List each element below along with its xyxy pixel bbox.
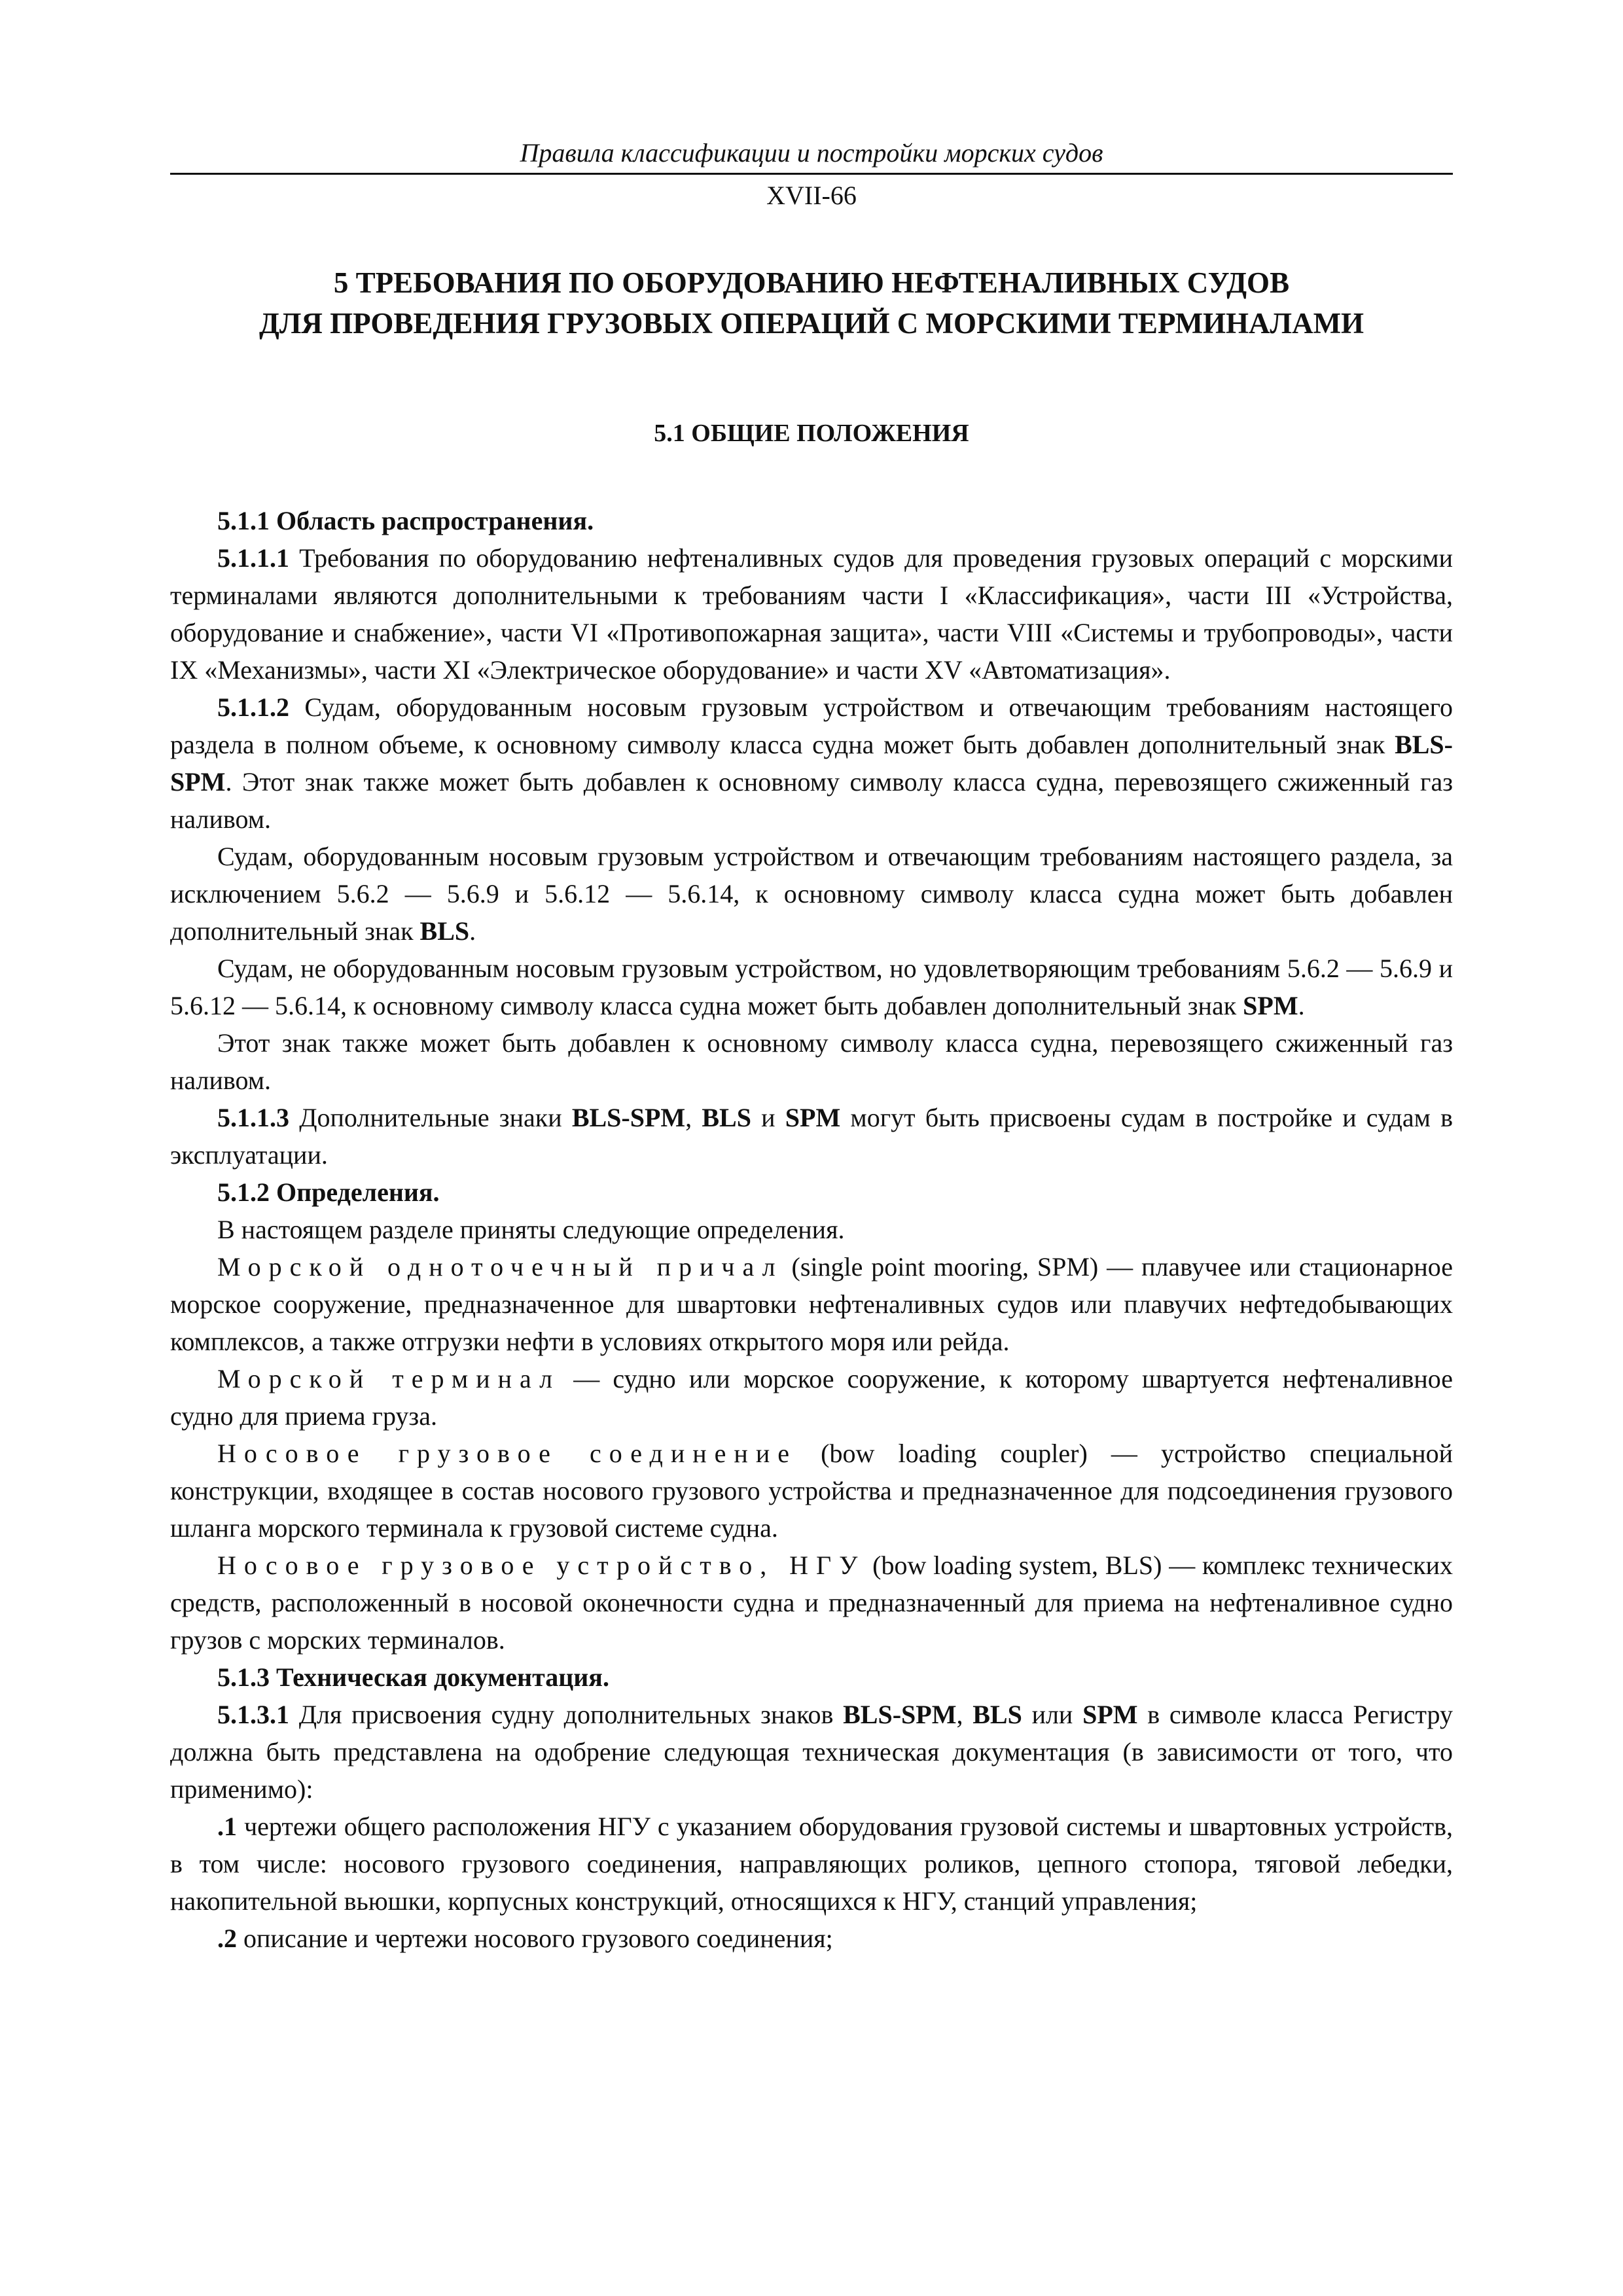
definition-spm xyxy=(170,1248,1453,1360)
chapter-title-line-2: ДЛЯ ПРОВЕДЕНИЯ ГРУЗОВЫХ ОПЕРАЦИЙ С МОРСКИМИ ТЕРМИНАЛАМИ xyxy=(259,307,1364,340)
paragraph-5-1-1-3 xyxy=(170,1099,1453,1174)
list-item-number: .2 xyxy=(217,1924,237,1953)
subsection-heading-5-1-3: 5.1.3 Техническая документация. xyxy=(217,1662,609,1692)
clause-number: 5.1.1.2 xyxy=(217,692,289,722)
defined-term: Носовое грузовое соединение xyxy=(217,1439,797,1468)
paragraph-text: Судам, оборудованным носовым грузовым устройством и отвечающим требованиям настоящего раздела в полном объеме, к основному символу класса судна может быть добавлен дополнительный знак xyxy=(170,692,1453,759)
paragraph-5-1-3-1 xyxy=(170,1696,1453,1808)
defined-term: Носовое грузовое устройство, НГУ xyxy=(217,1551,866,1580)
paragraph-text: Судам, не оборудованным носовым грузовым устройством, но удовлетворяющим требованиям 5.6.2 — 5.6.9 и 5.6.12 — 5.6.14, к основному символу класса судна может быть добавлен дополнительный знак xyxy=(170,954,1453,1020)
list-item-2 xyxy=(170,1920,1453,1957)
paragraph-text: и xyxy=(751,1103,785,1132)
class-sign-bls-spm: BLS-SPM xyxy=(843,1700,957,1729)
paragraph-text: . xyxy=(1298,991,1305,1020)
definition-text: (bow loading system, BLS) — комплекс технических средств, расположенный в носовой оконечности судна и предназначенный для приема на нефтеналивное судно грузов с морских терминалов. xyxy=(170,1551,1453,1655)
definition-text: (bow loading coupler) — устройство специальной конструкции, входящее в состав носового грузового устройства и предназначенное для подсоединения грузового шланга морского терминала к грузовой системе судна. xyxy=(170,1439,1453,1543)
list-item-1 xyxy=(170,1808,1453,1920)
paragraph-lng-note: Этот знак также может быть добавлен к основному символу класса судна, перевозящего сжиженный газ наливом. xyxy=(170,1028,1453,1095)
page-number: XVII-66 xyxy=(766,181,857,210)
list-item-text: чертежи общего расположения НГУ с указанием оборудования грузовой системы и швартовных устройств, в том числе: носового грузового соединения, направляющих роликов, цепного стопора, тяговой лебедки, накопительной вьюшки, корпусных конструкций, относящихся к НГУ, станций управления; xyxy=(170,1812,1453,1916)
paragraph-text: Требования по оборудованию нефтеналивных судов для проведения грузовых операций с морскими терминалами являются дополнительными к требованиям части I «Классификация», части III «Устройства, оборудование и снабжение», части VI «Противопожарная защита», части VIII «Системы и трубопроводы», части IX «Механизмы», части XI «Электрическое оборудование» и части XV «Автоматизация». xyxy=(170,543,1453,685)
paragraph-5-1-1-1 xyxy=(170,539,1453,689)
subsection-heading-5-1-1: 5.1.1 Область распространения. xyxy=(217,506,594,535)
clause-number: 5.1.1.3 xyxy=(217,1103,289,1132)
class-sign-bls: BLS xyxy=(702,1103,751,1132)
running-header: Правила классификации и постройки морских судов xyxy=(170,137,1453,175)
chapter-title xyxy=(170,262,1453,344)
definition-text: (single point mooring, SPM) — плавучее или стационарное морское сооружение, предназначенное для швартовки нефтеналивных судов или плавучих нефтедобывающих комплексов, а также отгрузки нефти в условиях открытого моря или рейда. xyxy=(170,1252,1454,1356)
paragraph-text: . xyxy=(469,916,476,946)
definitions-intro: В настоящем разделе приняты следующие определения. xyxy=(217,1215,845,1244)
paragraph-text: Для присвоения судну дополнительных знаков xyxy=(289,1700,844,1729)
definition-text: — судно или морское сооружение, к которому швартуется нефтеналивное судно для приема груза. xyxy=(170,1364,1453,1431)
class-sign-bls: BLS xyxy=(972,1700,1022,1729)
paragraph-text: или xyxy=(1022,1700,1083,1729)
definition-bow-loading-system xyxy=(170,1547,1453,1659)
clause-number: 5.1.1.1 xyxy=(217,543,289,573)
document-page xyxy=(170,137,1453,1957)
class-sign-spm: SPM xyxy=(785,1103,841,1132)
class-sign-bls-spm: BLS-SPM xyxy=(571,1103,686,1132)
paragraph-text: Дополнительные знаки xyxy=(289,1103,572,1132)
paragraph-text: в символе класса Регистру должна быть представлена на одобрение следующая техническая документация (в зависимости от того, что применимо): xyxy=(170,1700,1453,1804)
clause-number: 5.1.3.1 xyxy=(217,1700,289,1729)
class-sign-spm: SPM xyxy=(1082,1700,1138,1729)
class-sign-bls: BLS xyxy=(419,916,470,946)
class-sign-spm: SPM xyxy=(1243,991,1298,1020)
section-title: 5.1 ОБЩИЕ ПОЛОЖЕНИЯ xyxy=(654,420,969,447)
paragraph-bls xyxy=(170,838,1453,950)
paragraph-text: могут быть присвоены судам в постройке и судам в эксплуатации. xyxy=(170,1103,1454,1170)
list-item-text: описание и чертежи носового грузового соединения; xyxy=(237,1924,833,1953)
paragraph-text: . Этот знак также может быть добавлен к основному символу класса судна, перевозящего сжиженный газ наливом. xyxy=(170,767,1453,834)
defined-term: Морской терминал xyxy=(217,1364,561,1393)
subsection-heading-5-1-2: 5.1.2 Определения. xyxy=(217,1177,440,1207)
paragraph-5-1-1-2 xyxy=(170,689,1453,838)
list-item-number: .1 xyxy=(217,1812,237,1841)
chapter-title-line-1: 5 ТРЕБОВАНИЯ ПО ОБОРУДОВАНИЮ НЕФТЕНАЛИВНЫХ СУДОВ xyxy=(333,266,1290,299)
paragraph-text: Судам, оборудованным носовым грузовым устройством и отвечающим требованиям настоящего раздела, за исключением 5.6.2 — 5.6.9 и 5.6.12 — 5.6.14, к основному символу класса судна может быть добавлен дополнительный знак xyxy=(170,842,1453,946)
definition-marine-terminal xyxy=(170,1360,1453,1435)
paragraph-text: , xyxy=(685,1103,702,1132)
definition-bow-coupler xyxy=(170,1435,1453,1547)
class-sign-bls-spm: BLS-SPM xyxy=(170,730,1453,797)
paragraph-text: , xyxy=(956,1700,973,1729)
defined-term: Морской одноточечный причал xyxy=(217,1252,783,1282)
paragraph-spm xyxy=(170,950,1453,1024)
